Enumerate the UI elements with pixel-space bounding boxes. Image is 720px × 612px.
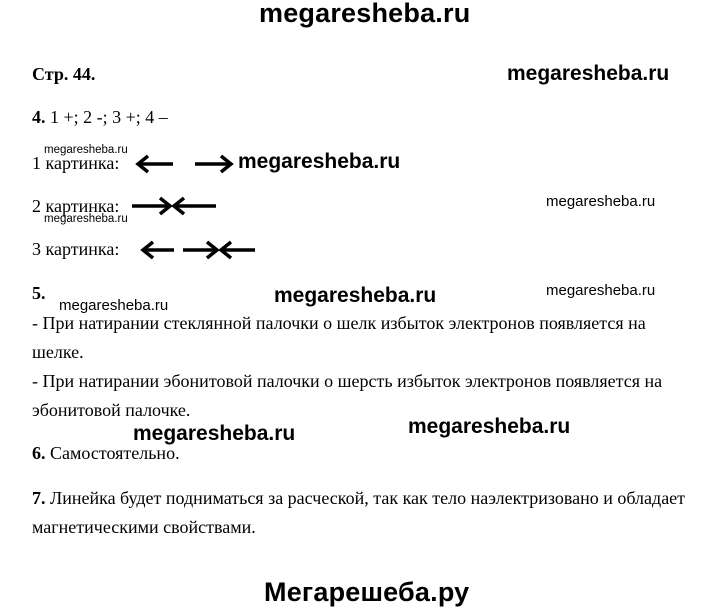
page-label: Стр. 44. (32, 64, 96, 84)
watermark-task6-left: megaresheba.ru (133, 422, 296, 445)
picture-2-arrow-right (130, 197, 172, 215)
task6-line (32, 444, 180, 462)
picture-1-arrow-right (193, 155, 235, 173)
watermark-tiny-picture-2: megaresheba.ru (44, 213, 128, 225)
task5-line-1: - При натирании стеклянной палочки о шелк избыток электронов появляется на шелке. (32, 313, 646, 362)
watermark-task5-center: megaresheba.ru (274, 284, 437, 307)
task7-number: 7. (32, 488, 46, 508)
watermark-task5-right: megaresheba.ru (546, 282, 656, 299)
watermark-right-picture-2: megaresheba.ru (546, 193, 656, 210)
watermark-tiny-picture-1: megaresheba.ru (44, 144, 128, 156)
picture-1-label: 1 картинка: (32, 153, 120, 173)
picture-2-label: 2 картинка: (32, 196, 120, 216)
task6-text: Самостоятельно. (50, 443, 180, 463)
task7-text: Линейка будет подниматься за расческой, так как тело наэлектризовано и обладает магнетическими свойствами. (32, 488, 686, 537)
watermark-task6-right: megaresheba.ru (408, 415, 571, 438)
watermark-right-header: megaresheba.ru (507, 62, 670, 85)
picture-3-arrow-left-2 (219, 241, 257, 259)
task4-number: 4. (32, 107, 46, 127)
watermark-top: megaresheba.ru (259, 0, 471, 28)
picture-2-arrow-left (172, 197, 218, 215)
task7-paragraph (32, 484, 692, 542)
watermark-after-picture-1: megaresheba.ru (238, 150, 401, 173)
watermark-task5-left: megaresheba.ru (59, 297, 169, 314)
task5-number: 5. (32, 283, 46, 303)
picture-3-label: 3 картинка: (32, 239, 120, 259)
picture-1-arrow-left (135, 155, 175, 173)
task5-line-2: - При натирании эбонитовой палочки о шерсть избыток электронов появляется на эбонитовой палочке. (32, 371, 663, 420)
task4-answer: 1 +; 2 -; 3 +; 4 – (50, 107, 168, 127)
picture-3-arrow-left (140, 241, 176, 259)
task4-line (32, 108, 168, 126)
watermark-bottom: Мегарешеба.ру (264, 577, 470, 607)
task6-number: 6. (32, 443, 46, 463)
picture-3-arrow-right (181, 241, 219, 259)
